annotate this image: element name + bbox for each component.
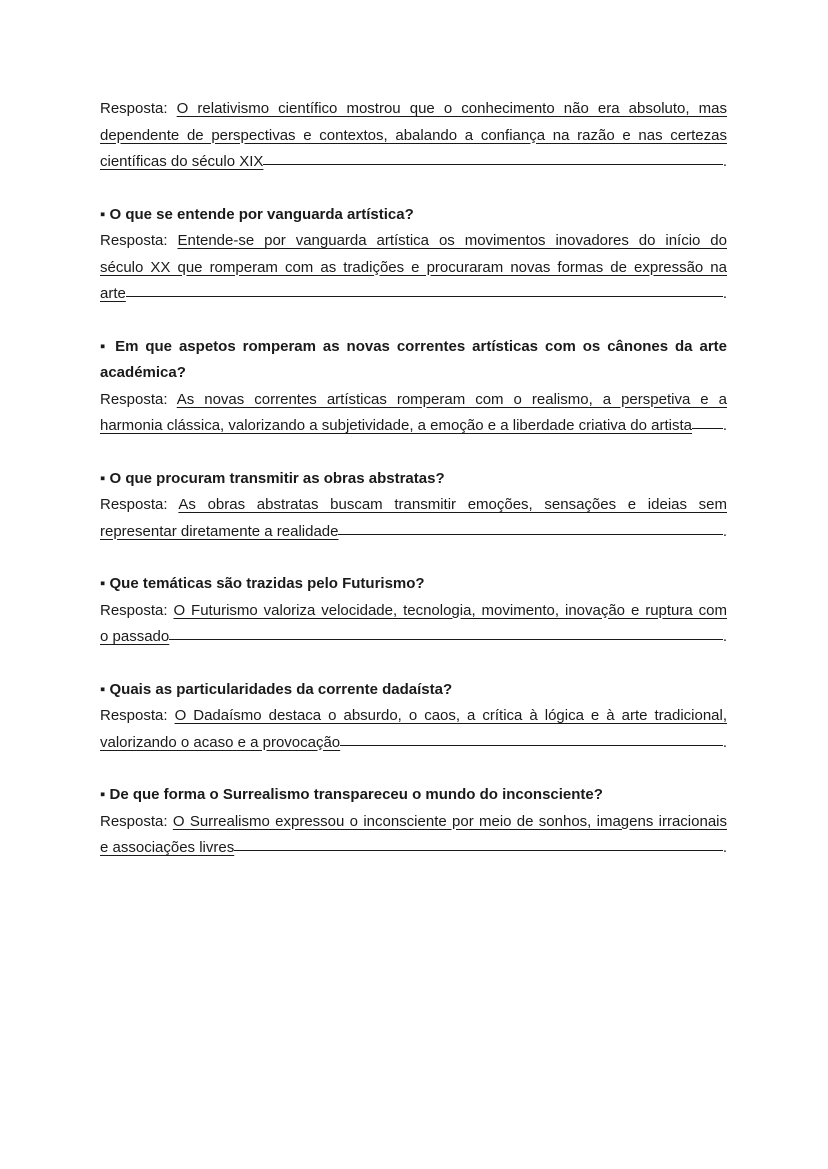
answer-fill-line — [169, 638, 723, 640]
question-label: Em que aspetos romperam as novas correntes artísticas com os cânones da arte académica? — [100, 337, 727, 381]
document-page — [100, 96, 727, 888]
bullet-icon: ▪ — [100, 786, 106, 803]
end-mark: . — [722, 522, 727, 540]
answer-last-line — [100, 835, 727, 862]
answer-last-line — [100, 413, 727, 440]
bullet-icon: ▪ — [100, 575, 106, 592]
answer-last-line — [100, 624, 727, 651]
bullet-icon: ▪ — [100, 680, 106, 698]
question-label: De que forma o Surrealismo transpareceu o mundo do inconsciente? — [109, 786, 603, 803]
answer-label: Resposta: — [100, 496, 168, 513]
end-mark: . — [722, 839, 727, 856]
question-text — [100, 466, 727, 493]
answer-text: O Futurismo valoriza velocidade, tecnologia, movimento, inovação e ruptura com — [173, 601, 727, 619]
qa-block — [100, 571, 727, 651]
answer-label: Resposta: — [100, 812, 168, 830]
qa-block — [100, 202, 727, 308]
question-text — [100, 677, 727, 704]
answer-fill-line — [692, 427, 723, 429]
qa-block — [100, 466, 727, 546]
answer-text: O Dadaísmo destaca o absurdo, o caos, a crítica à lógica e à arte tradicional, — [174, 707, 728, 724]
answer-line — [100, 255, 727, 282]
answer-text: arte — [100, 285, 126, 302]
answer-fill-line — [234, 849, 723, 851]
answer-label: Resposta: — [100, 707, 168, 724]
question-text — [100, 782, 727, 809]
answer-label: Resposta: — [100, 232, 168, 249]
answer-last-line — [100, 519, 727, 546]
answer-text: O Surrealismo expressou o inconsciente por meio de sonhos, imagens irracionais — [172, 812, 727, 830]
bullet-icon: ▪ — [100, 337, 109, 355]
answer-text: Entende-se por vanguarda artística os movimentos inovadores do início do — [177, 232, 727, 249]
qa-block — [100, 334, 727, 440]
end-mark: . — [722, 628, 727, 645]
answer-text: e associações livres — [100, 839, 235, 856]
answer-line — [100, 703, 727, 730]
qa-block — [100, 782, 727, 862]
answer-fill-line — [263, 163, 722, 165]
question-text — [100, 334, 727, 387]
answer-text: científicas do século XIX — [100, 153, 264, 170]
end-mark: . — [722, 417, 727, 434]
question-label: O que procuram transmitir as obras abstratas? — [109, 469, 445, 487]
answer-text: O relativismo científico mostrou que o conhecimento não era absoluto, mas — [176, 100, 727, 117]
answer-line — [100, 492, 727, 519]
answer-text: As obras abstratas buscam transmitir emoções, sensações e ideias sem — [178, 496, 728, 513]
answer-fill-line — [338, 533, 722, 535]
end-mark: . — [722, 733, 727, 751]
end-mark: . — [722, 285, 727, 302]
answer-text: harmonia clássica, valorizando a subjetividade, a emoção e a liberdade criativa do artista — [100, 417, 692, 434]
answer-fill-line — [126, 295, 723, 297]
question-text — [100, 202, 727, 229]
answer-line — [100, 123, 727, 150]
bullet-icon: ▪ — [100, 205, 106, 223]
answer-line — [100, 598, 727, 625]
answer-label: Resposta: — [100, 100, 168, 117]
answer-line — [100, 228, 727, 255]
answer-text: o passado — [100, 628, 170, 645]
answer-text: valorizando o acaso e a provocação — [100, 733, 341, 751]
answer-line — [100, 809, 727, 836]
answer-line — [100, 96, 727, 123]
answer-fill-line — [340, 744, 723, 746]
qa-block — [100, 96, 727, 176]
answer-last-line — [100, 149, 727, 176]
bullet-icon: ▪ — [100, 469, 106, 487]
end-mark: . — [722, 153, 727, 170]
answer-last-line — [100, 281, 727, 308]
qa-block — [100, 677, 727, 757]
answer-text: As novas correntes artísticas romperam com o realismo, a perspetiva e a — [176, 390, 728, 408]
answer-label: Resposta: — [100, 601, 168, 619]
answer-text: século XX que romperam com as tradições e procuraram novas formas de expressão na — [100, 258, 727, 276]
question-label: Que temáticas são trazidas pelo Futurismo? — [109, 575, 425, 592]
answer-line — [100, 387, 727, 414]
question-label: O que se entende por vanguarda artística? — [109, 205, 414, 223]
answer-last-line — [100, 730, 727, 757]
answer-text: dependente de perspectivas e contextos, abalando a confiança na razão e nas certezas — [100, 126, 727, 144]
question-label: Quais as particularidades da corrente dadaísta? — [109, 680, 453, 698]
answer-text: representar diretamente a realidade — [100, 522, 339, 540]
answer-label: Resposta: — [100, 390, 168, 408]
question-text — [100, 571, 727, 598]
